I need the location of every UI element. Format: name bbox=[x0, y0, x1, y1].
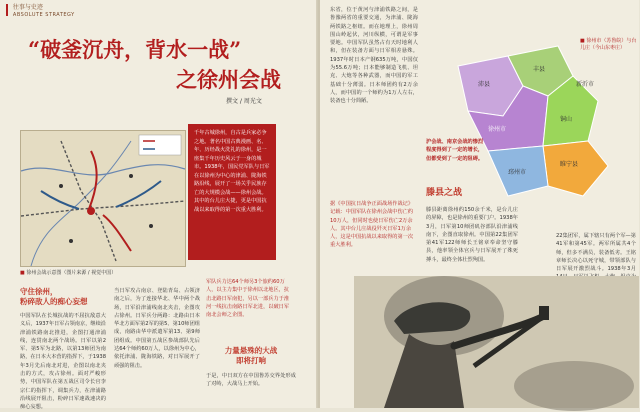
map-note-icon: ■ bbox=[580, 38, 587, 44]
section-label: 往事与史迹 bbox=[12, 4, 43, 11]
city-f: 邳州市 bbox=[508, 169, 527, 176]
intro-box bbox=[188, 124, 276, 260]
left-column-a: 中国军队在长城抗战的不屈抗敌意大义后，1937年日军占领南京，继续沿津浦铁路南北推进，企图打通津浦线，连贯南北两个战场。日军以第2军、第5军为北路，以第13师团为南路，在日本大本营的指挥下，于1938年3月先后南北对进，企图以南北夹击的方式，攻占徐州。面对严峻形势，中国军队在第五战区司令长官李宗仁的指挥下，调集兵力，在津浦路沿线展开阻击，粉碎日军速战速决的痴心妄想。 bbox=[20, 313, 106, 411]
left-page bbox=[0, 0, 318, 411]
left-column-b: 当日军攻占南京、登陆青岛、占领济南之后，为了连接华北、华中两个战场，日军沿津浦线南北夹击，企图攻占徐州。日军兵分两路：北路由日本华北方面军第2军的第5、第10师团组成，南路由华中派遣军第13、第9师团组成。中国第五战区参战部队先后达64个师约60万人，以徐州为中心，依托津浦、陇海铁路，对日军展开了顽强的阻击。 bbox=[114, 288, 200, 369]
map-note-text: 徐州市（苏鲁皖）与台儿庄（今山东枣庄） bbox=[580, 38, 637, 51]
region-map bbox=[448, 36, 618, 211]
right-column-b: 滕县距离徐州约150余千米，是台儿庄的屏障，也是徐州的重要门户。1938年3月，日军第10师团矶谷部队沿津浦线南下，企图直取徐州。中国第22集团军第41军122师师长王铭章奉命坚守滕县，他率领全体官兵与日军展开了殊死搏斗，最终全体壮烈殉国。 bbox=[426, 207, 518, 263]
section-english: ABSOLUTE STRATEGY bbox=[12, 12, 75, 18]
byline: 撰文 / 周光文 bbox=[226, 98, 262, 105]
mid-subhead-line1: 力量悬殊的大战 bbox=[224, 346, 278, 355]
mid-red-text: 军队兵力达64个师另3个旅约60万人，以主力集中于徐州以北地区，抗击北路日军南犯，另以一部兵力于淮河一线抗击南路日军北进，以破日军南北会师之企图。 bbox=[206, 279, 290, 319]
map-caption-text: 徐州会战示意图（图片来源 / 视觉中国） bbox=[26, 270, 117, 276]
soldier-photo bbox=[354, 276, 639, 408]
far-right-column: 22集团军，属下辖只有两个军—第41军和第45军。两军所属共4个师，但多不满员，装备低劣。王铭章师长决心以死守城，带领部队与日军展开激烈战斗。1938年3月 bbox=[556, 233, 636, 273]
map-caption: ■ 徐州会战示意图（图片来源 / 视觉中国） bbox=[20, 270, 117, 276]
mid-column-c: 于是，中日双方在中国鲁苏交界处形成了对峙，大战马上开始。 bbox=[206, 373, 296, 388]
right-column-a: 东省，位于黄河与津浦铁路之间，是鲁豫两省的重要交通，为津浦、陇海两铁路之枢纽。而在地理上，徐州周围山岭起伏，河川纵横，可谓是军事要地。中国军队虽然占有天时地利人和，但在装备方面与日军相差悬殊。1937年时日本产钢635万吨，中国仅为55.6万吨；日本能够制造飞机、坦克、大炮等各种武器，而中国的军工基础十分薄弱。日本师团约有2万余人，而中国的一个师约为1万人左右，装备也十分简陋。 bbox=[330, 7, 418, 105]
city-g: 新沂市 bbox=[576, 81, 595, 88]
city-d: 铜山 bbox=[560, 116, 573, 123]
battle-map-graphic bbox=[21, 131, 185, 266]
mid-subhead bbox=[210, 346, 292, 366]
mid-subhead-line2: 即将打响 bbox=[236, 356, 266, 365]
city-e: 睢宁县 bbox=[560, 161, 579, 168]
right-subhead: 滕县之战 bbox=[426, 188, 463, 198]
soldier-photo-graphic bbox=[354, 276, 639, 408]
intro-text: 千年古城徐州，自古是兵家必争之地。著名中国古典漫画、名、年、历经战火洗礼的徐州，是一座集千年历史风云于一身的城市。1938年，国民党军队与日军在以徐州为中心的津浦、陇海铁路沿线，展开了一场关乎民族存亡的大规模会战——徐州会战。其中的台儿庄大捷，更是中国抗战以来取得的第一次重大胜利。 bbox=[194, 130, 270, 213]
left-subhead bbox=[20, 287, 88, 307]
city-a: 徐州市 bbox=[488, 126, 507, 133]
right-red-text: 据《中国抗日战争正面战场作战记》记载：中国军队在徐州会战中伤亡约10万人，但同时也使日军伤亡2万余人。其中台儿庄战役歼灭日军1万余人，这是中国抗战以来取得的第一次重大胜利。 bbox=[330, 201, 414, 249]
city-c: 丰县 bbox=[533, 66, 546, 73]
section-tag bbox=[6, 4, 75, 19]
title-line-1: “破釜沉舟，背水一战” bbox=[28, 37, 242, 62]
battle-map bbox=[20, 130, 186, 267]
city-b: 沛县 bbox=[478, 81, 491, 88]
left-subhead-line1: 守住徐州， bbox=[20, 287, 58, 296]
section-tag-bar bbox=[6, 4, 8, 16]
region-map-graphic bbox=[448, 36, 618, 211]
title-line-2: 之徐州会战 bbox=[176, 67, 281, 92]
map-note-red: 沪会战、南京会战的惨烈程度得到了一定的增长，但都受到了一定的阻碍。 bbox=[426, 139, 484, 162]
left-subhead-line2: 粉碎敌人的痴心妄想 bbox=[20, 297, 88, 306]
